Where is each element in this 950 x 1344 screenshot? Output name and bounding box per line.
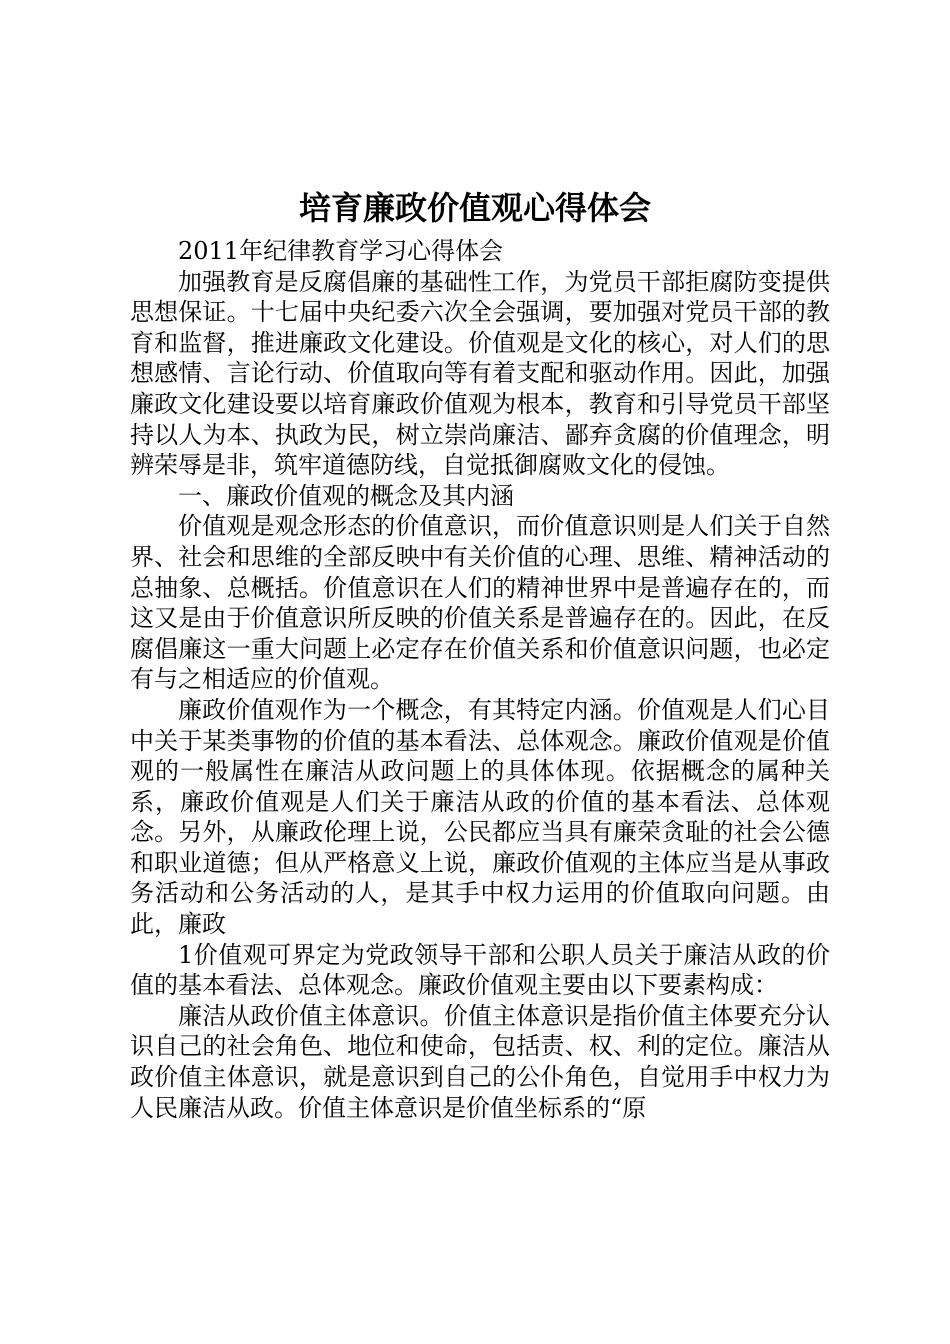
paragraph: 廉政价值观作为一个概念，有其特定内涵。价值观是人们心目中关于某类事物的价值的基本看法、总体观念。廉政价值观是价值观的一般属性在廉洁从政问题上的具体体现。依据概念的属种关系，廉政价值观是人们关于廉洁从政的价值的基本看法、总体观念。另外，从廉政伦理上说，公民都应当具有廉荣贪耻的社会公德和职业道德；但从严格意义上说，廉政价值观的主体应当是从事政务活动和公务活动的人，是其手中权力运用的价值取向问题。由此，廉政 <box>130 695 830 939</box>
subtitle-line: 2011年纪律教育学习心得体会 <box>178 237 504 265</box>
paragraph: 加强教育是反腐倡廉的基础性工作，为党员干部拒腐防变提供思想保证。十七届中央纪委六次全会强调，要加强对党员干部的教育和监督，推进廉政文化建设。价值观是文化的核心，对人们的思想感情、言论行动、价值取向等有着支配和驱动作用。因此，加强廉政文化建设要以培育廉政价值观为根本，教育和引导党员干部坚持以人为本、执政为民，树立崇尚廉洁、鄙弃贪腐的价值理念，明辨荣辱是非，筑牢道德防线，自觉抵御腐败文化的侵蚀。 <box>130 267 830 480</box>
document-title: 培育廉政价值观心得体会 <box>298 189 651 227</box>
section-heading: 一、廉政价值观的概念及其内涵 <box>178 481 514 510</box>
paragraph: 价值观是观念形态的价值意识，而价值意识则是人们关于自然界、社会和思维的全部反映中有关价值的心理、思维、精神活动的总抽象、总概括。价值意识在人们的精神世界中是普遍存在的，而这又是由于价值意识所反映的价值关系是普遍存在的。因此，在反腐倡廉这一重大问题上必定存在价值关系和价值意识问题，也必定有与之相适应的价值观。 <box>130 512 830 694</box>
paragraph: 廉洁从政价值主体意识。价值主体意识是指价值主体要充分认识自己的社会角色、地位和使命，包括责、权、利的定位。廉洁从政价值主体意识，就是意识到自己的公仆角色，自觉用手中权力为人民廉洁从政。价值主体意识是价值坐标系的“原 <box>130 1001 830 1122</box>
document-body <box>130 236 830 1123</box>
paragraph: 1价值观可界定为党政领导干部和公职人员关于廉洁从政的价值的基本看法、总体观念。廉政价值观主要由以下要素构成： <box>130 940 830 1000</box>
